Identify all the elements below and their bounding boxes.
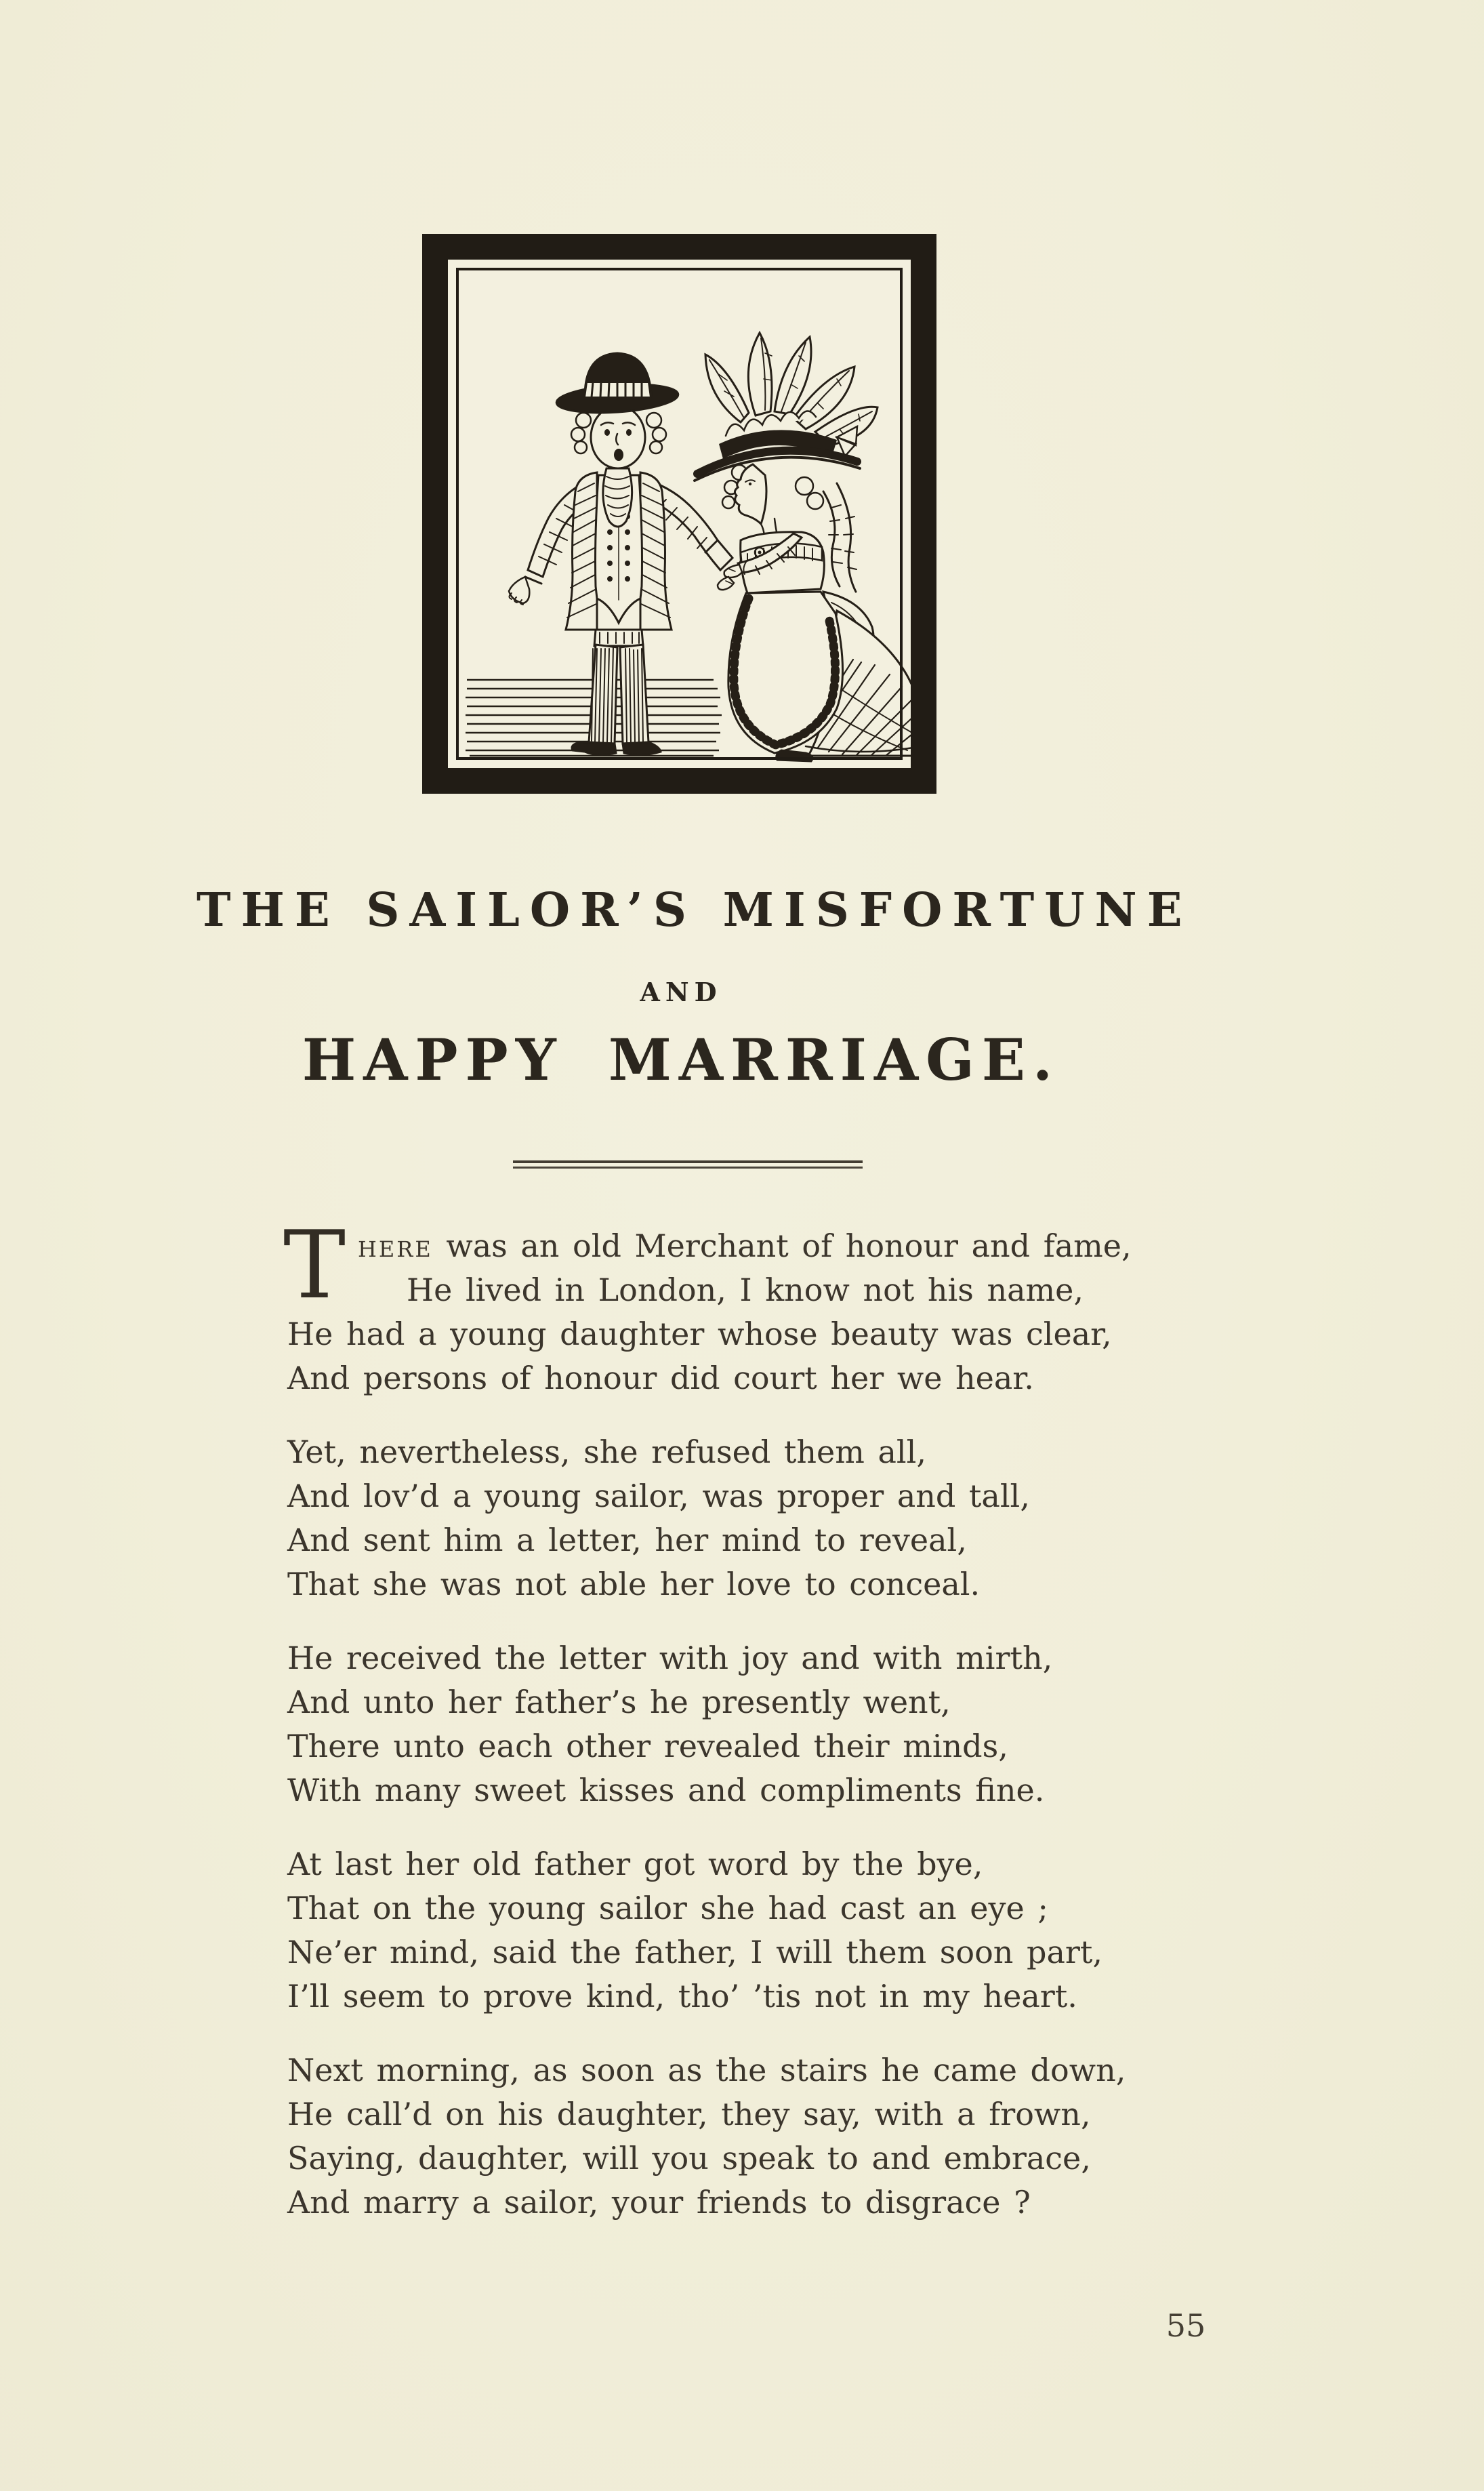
- poem-title-line2: HAPPY MARRIAGE.: [302, 1026, 1060, 1093]
- dropcap-letter: T: [283, 1211, 346, 1320]
- poem-line: He had a young daughter whose beauty was clear,: [287, 1316, 1112, 1352]
- poem-line: Saying, daughter, will you speak to and embrace,: [287, 2140, 1091, 2176]
- poem-line: He received the letter with joy and with mirth,: [287, 1640, 1053, 1676]
- stanza-2: [287, 1430, 1195, 1606]
- poem-line: And lov’d a young sailor, was proper and tall,: [287, 1478, 1030, 1514]
- poem-line: That on the young sailor she had cast an eye ;: [287, 1890, 1048, 1926]
- poem-line: And persons of honour did court her we hear.: [287, 1360, 1034, 1396]
- poem-line: He call’d on his daughter, they say, with a frown,: [287, 2096, 1091, 2132]
- leading-small-caps: HERE: [358, 1236, 433, 1262]
- poem-line: And unto her father’s he presently went,: [287, 1684, 951, 1720]
- poem-line: At last her old father got word by the bye,: [287, 1846, 983, 1882]
- title-divider-rule: [513, 1160, 863, 1169]
- poem-line: And marry a sailor, your friends to disgrace ?: [287, 2184, 1031, 2221]
- poem-line: Next morning, as soon as the stairs he came down,: [287, 2052, 1126, 2088]
- poem-line: Ne’er mind, said the father, I will them soon part,: [287, 1934, 1103, 1970]
- poem-line-text: was an old Merchant of honour and fame,: [432, 1228, 1132, 1264]
- page-number: 55: [1166, 2307, 1206, 2344]
- poem-line: With many sweet kisses and compliments fine.: [287, 1772, 1045, 1808]
- sailor-cravat: [603, 468, 632, 527]
- poem-title-conjunction: AND: [640, 977, 722, 1007]
- poem-line: [287, 1224, 1195, 1268]
- poem-title-line1: THE SAILOR’S MISFORTUNE: [197, 883, 1193, 937]
- stanza-4: [287, 1842, 1195, 2019]
- poem-line: There unto each other revealed their minds,: [287, 1728, 1008, 1764]
- poem-text: [283, 1211, 1195, 2254]
- poem-line: I’ll seem to prove kind, tho’ ’tis not in my heart.: [287, 1978, 1077, 2014]
- poem-line: Yet, nevertheless, she refused them all,: [287, 1434, 926, 1470]
- woodcut-illustration: [422, 234, 936, 794]
- stanza-5: [287, 2048, 1195, 2225]
- poem-line: That she was not able her love to conceal.: [287, 1566, 981, 1602]
- sailor-face: [591, 406, 645, 468]
- stanza-1: [283, 1211, 1195, 1400]
- woodcut-svg: [422, 234, 936, 794]
- poem-line: He lived in London, I know not his name,: [407, 1272, 1084, 1308]
- poem-line: And sent him a letter, her mind to reveal,: [287, 1522, 967, 1558]
- stanza-3: [287, 1636, 1195, 1812]
